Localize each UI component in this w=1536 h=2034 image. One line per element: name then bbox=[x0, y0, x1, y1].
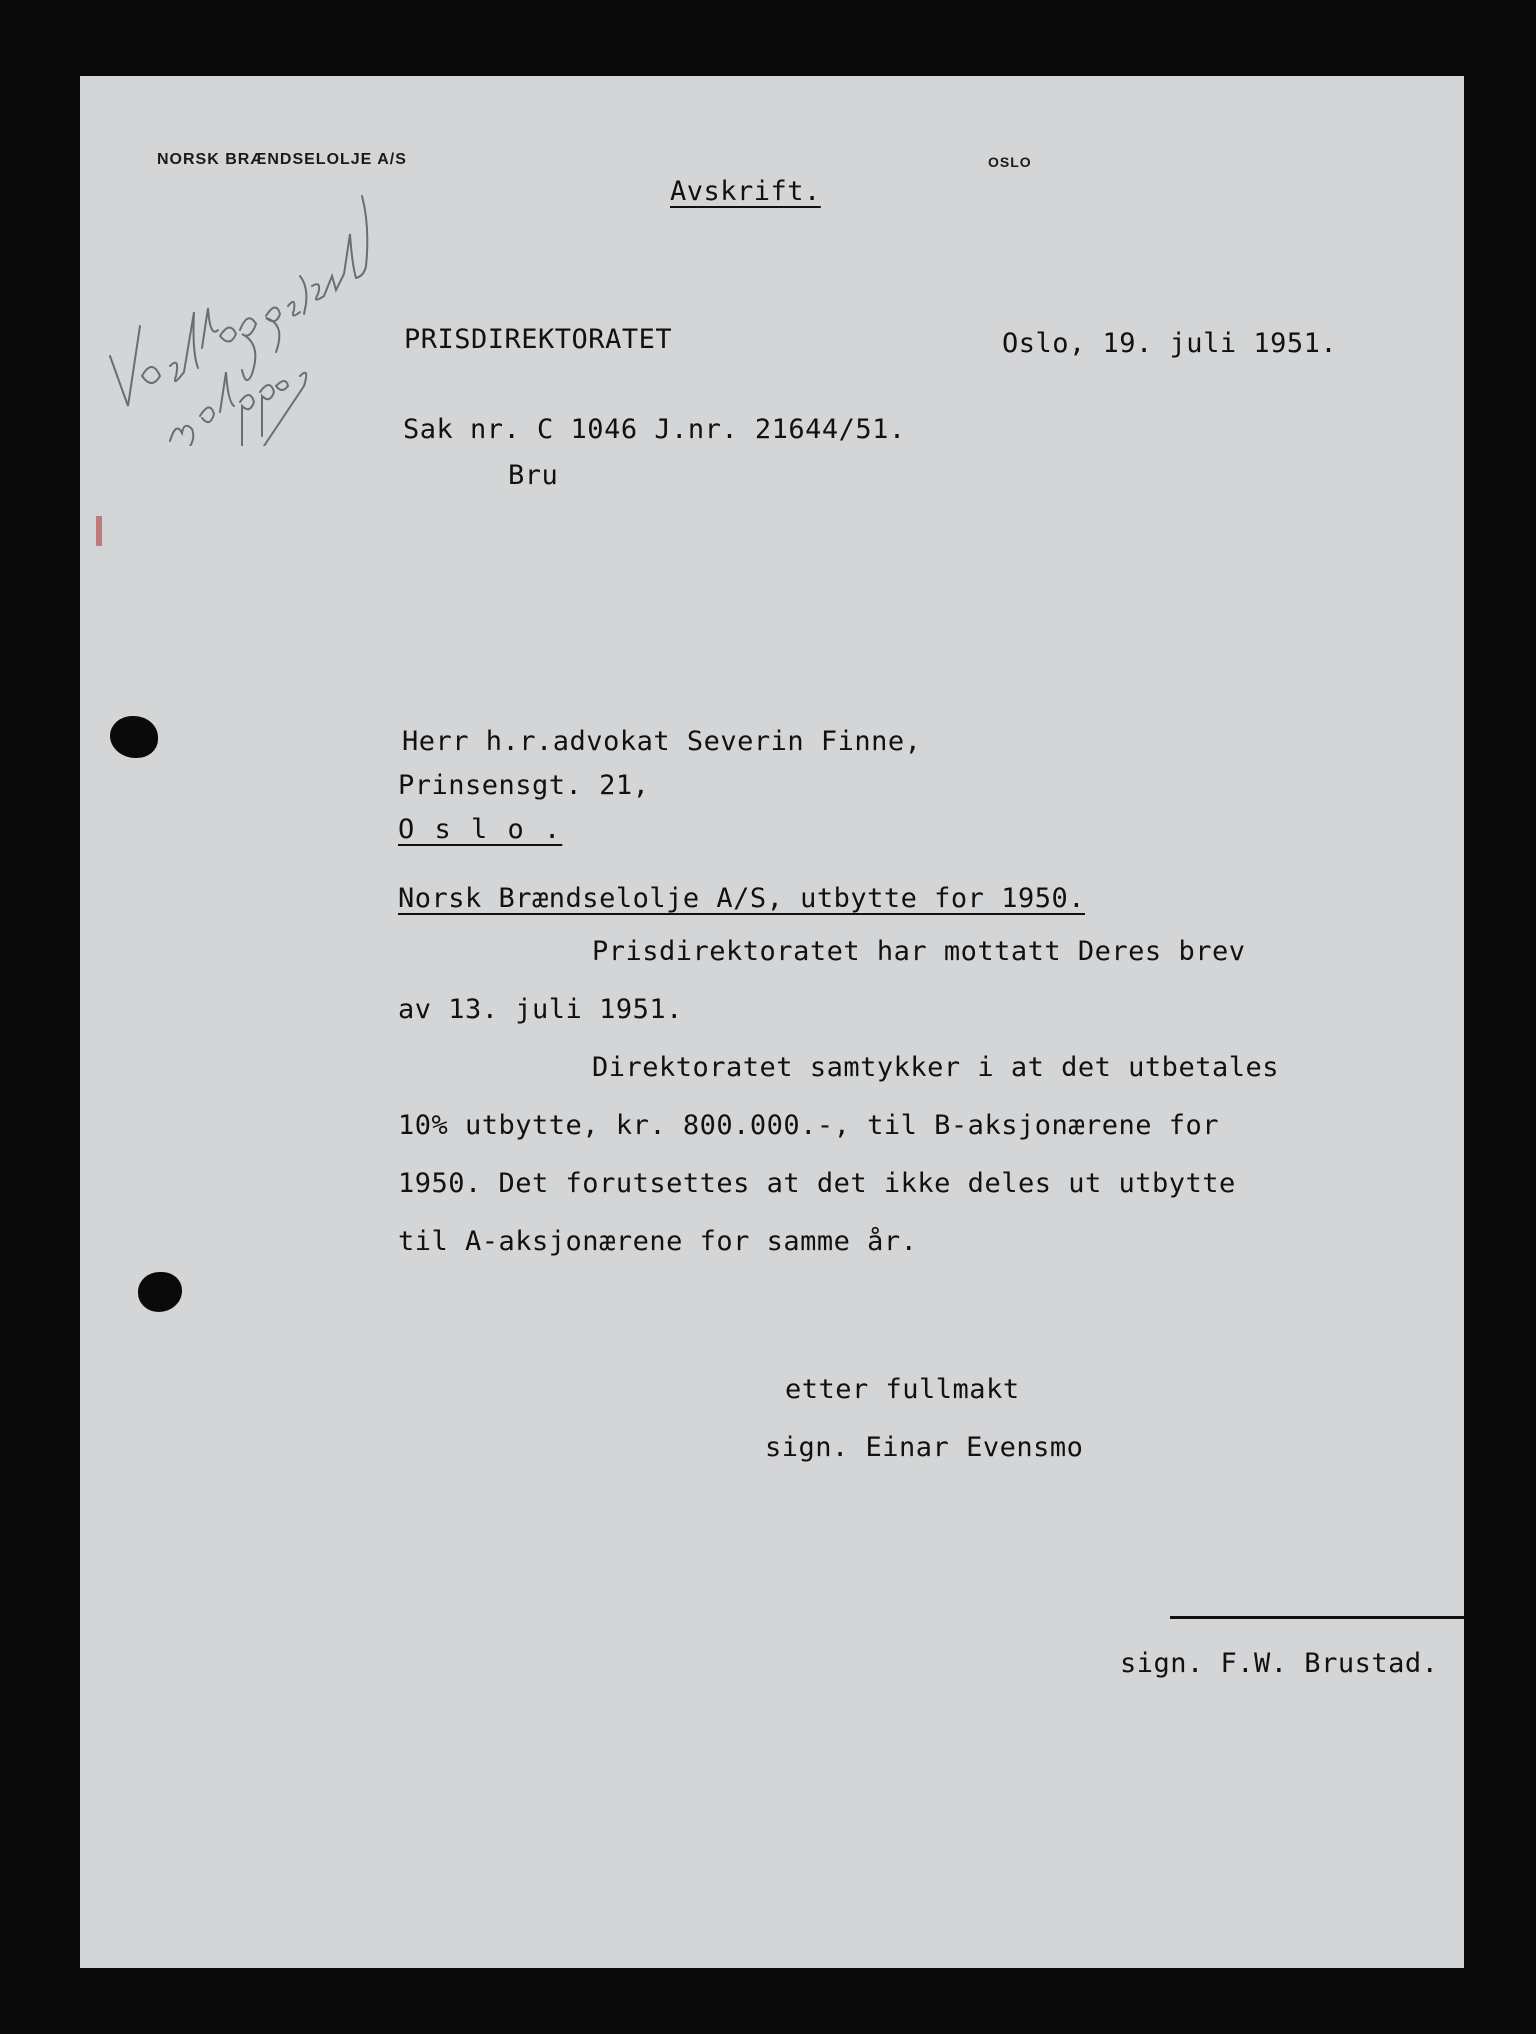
body-p2-line1: Direktoratet samtykker i at det utbetales bbox=[592, 1052, 1279, 1083]
signature-rule bbox=[1170, 1616, 1464, 1619]
signature-evensmo: sign. Einar Evensmo bbox=[765, 1432, 1084, 1463]
recipient-city: O s l o . bbox=[398, 814, 563, 845]
body-p2-line3: 1950. Det forutsettes at det ikke deles ut utbytte bbox=[398, 1168, 1236, 1199]
document-heading: Avskrift. bbox=[670, 176, 821, 207]
case-reference: Sak nr. C 1046 J.nr. 21644/51. bbox=[403, 414, 906, 445]
body-p1-line2: av 13. juli 1951. bbox=[398, 994, 683, 1025]
margin-mark bbox=[96, 516, 102, 546]
reference-initials: Bru bbox=[508, 460, 559, 491]
letterhead-city: OSLO bbox=[988, 154, 1032, 170]
recipient-name: Herr h.r.advokat Severin Finne, bbox=[402, 726, 922, 757]
sender-name: PRISDIREKTORATET bbox=[404, 324, 673, 355]
body-p2-line2: 10% utbytte, kr. 800.000.-, til B-aksjonærene for bbox=[398, 1110, 1220, 1141]
signature-authority: etter fullmakt bbox=[785, 1374, 1020, 1405]
body-p1-line1: Prisdirektoratet har mottatt Deres brev bbox=[592, 936, 1246, 967]
recipient-street: Prinsensgt. 21, bbox=[398, 770, 650, 801]
signature-brustad: sign. F.W. Brustad. bbox=[1120, 1648, 1439, 1679]
letterhead-company: NORSK BRÆNDSELOLJE A/S bbox=[157, 151, 407, 168]
punch-hole-bottom bbox=[138, 1272, 182, 1312]
document-page bbox=[80, 76, 1464, 1968]
letter-date: Oslo, 19. juli 1951. bbox=[1002, 328, 1338, 359]
letter-subject: Norsk Brændselolje A/S, utbytte for 1950. bbox=[398, 883, 1085, 914]
punch-hole-top bbox=[110, 716, 158, 758]
body-p2-line4: til A-aksjonærene for samme år. bbox=[398, 1226, 918, 1257]
